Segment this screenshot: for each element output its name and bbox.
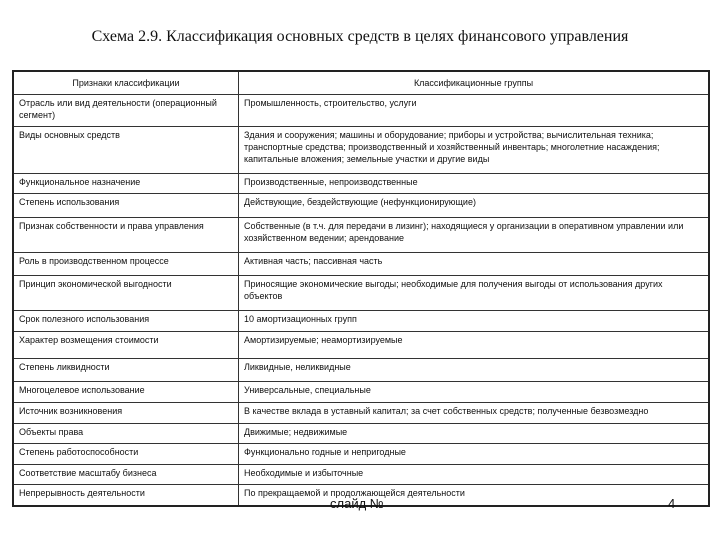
groups-cell: В качестве вклада в уставный капитал; за счет собственных средств; полученные безвозмездно (239, 403, 710, 424)
criterion-cell: Роль в производственном процессе (13, 253, 239, 276)
criterion-cell: Признак собственности и права управления (13, 218, 239, 253)
page-title: Схема 2.9. Классификация основных средств в целях финансового управления (91, 28, 629, 45)
table-row (13, 403, 709, 424)
table-row (13, 311, 709, 332)
criterion-cell: Срок полезного использования (13, 311, 239, 332)
slide-number: 4 (668, 496, 676, 511)
table-row (13, 95, 709, 127)
table-row (13, 424, 709, 444)
table-header-row (13, 71, 709, 95)
groups-cell: Активная часть; пассивная часть (239, 253, 710, 276)
table-row (13, 253, 709, 276)
criterion-cell: Многоцелевое использование (13, 382, 239, 403)
slide-label: слайд № (330, 496, 384, 511)
groups-cell: Приносящие экономические выгоды; необходимые для получения выгоды от использования других объектов (239, 276, 710, 311)
groups-cell: Производственные, непроизводственные (239, 174, 710, 194)
groups-cell: Здания и сооружения; машины и оборудование; приборы и устройства; вычислительная техника; транспортные средства; производственный и хозяйственный инвентарь; многолетние насаждения; капитальные вложения; земельные участки и другие виды (239, 127, 710, 174)
groups-cell: Функционально годные и непригодные (239, 444, 710, 465)
criterion-cell: Объекты права (13, 424, 239, 444)
table-row (13, 276, 709, 311)
table-row (13, 444, 709, 465)
groups-cell: Действующие, бездействующие (нефункционирующие) (239, 194, 710, 218)
criterion-cell: Степень ликвидности (13, 359, 239, 382)
table-row (13, 127, 709, 174)
table-row (13, 465, 709, 485)
classification-table (12, 70, 710, 507)
groups-cell: Амортизируемые; неамортизируемые (239, 332, 710, 359)
table-row (13, 218, 709, 253)
criterion-cell: Источник возникновения (13, 403, 239, 424)
groups-cell: Ликвидные, неликвидные (239, 359, 710, 382)
groups-cell: 10 амортизационных групп (239, 311, 710, 332)
criterion-cell: Характер возмещения стоимости (13, 332, 239, 359)
groups-cell: По прекращаемой и продолжающейся деятельности (239, 485, 710, 507)
criterion-cell: Принцип экономической выгодности (13, 276, 239, 311)
column-header: Классификационные группы (239, 71, 710, 95)
criterion-cell: Функциональное назначение (13, 174, 239, 194)
table-row (13, 359, 709, 382)
criterion-cell: Степень использования (13, 194, 239, 218)
groups-cell: Движимые; недвижимые (239, 424, 710, 444)
criterion-cell: Соответствие масштабу бизнеса (13, 465, 239, 485)
column-header: Признаки классификации (13, 71, 239, 95)
table-row (13, 174, 709, 194)
groups-cell: Универсальные, специальные (239, 382, 710, 403)
table-row (13, 194, 709, 218)
groups-cell: Необходимые и избыточные (239, 465, 710, 485)
criterion-cell: Отрасль или вид деятельности (операционный сегмент) (13, 95, 239, 127)
groups-cell: Собственные (в т.ч. для передачи в лизинг); находящиеся у организации в оперативном управлении или хозяйственном ведении; арендование (239, 218, 710, 253)
criterion-cell: Степень работоспособности (13, 444, 239, 465)
criterion-cell: Виды основных средств (13, 127, 239, 174)
groups-cell: Промышленность, строительство, услуги (239, 95, 710, 127)
table-row (13, 332, 709, 359)
criterion-cell: Непрерывность деятельности (13, 485, 239, 507)
table-row (13, 382, 709, 403)
